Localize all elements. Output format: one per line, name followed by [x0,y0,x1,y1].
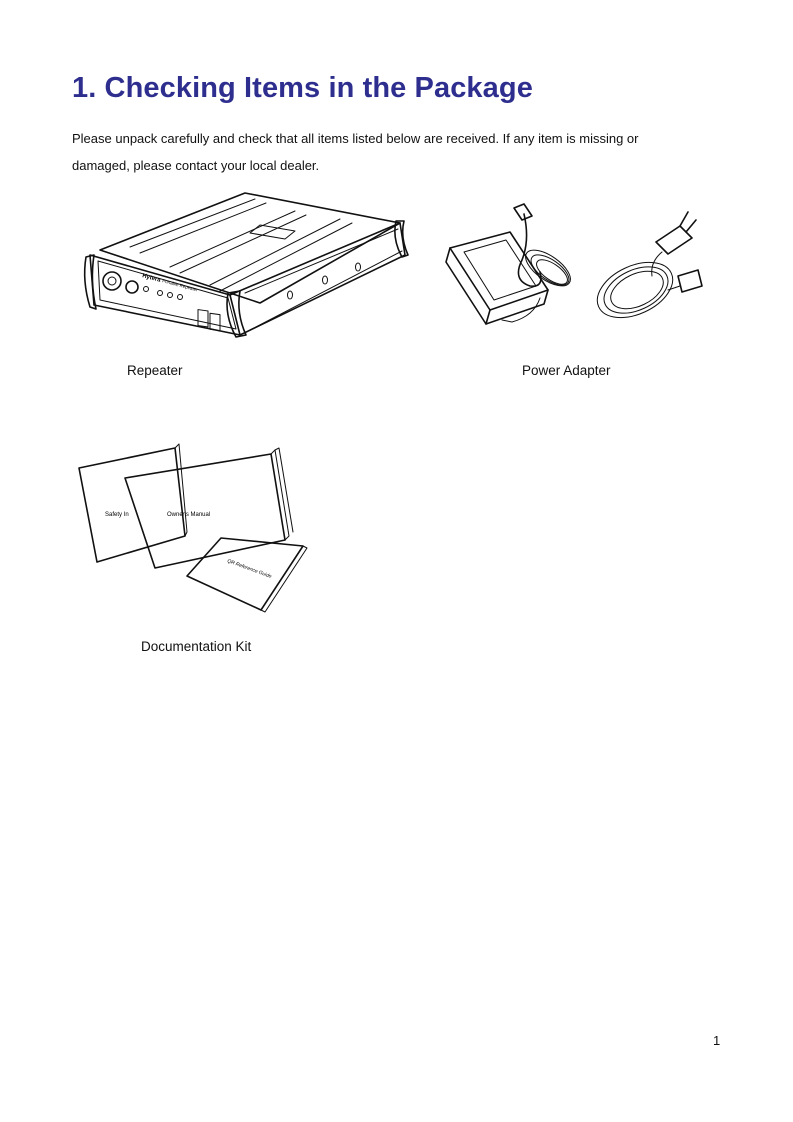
repeater-brand-label: Hytera [141,273,162,284]
repeater-model-label: Portable Repeater [161,278,199,293]
doc-safety-label: Safety In [105,512,129,518]
page-number: 1 [713,1033,721,1048]
page-title: 1. Checking Items in the Package [72,72,533,104]
doc-quick-guide-label: QR Reference Guide [226,558,273,580]
intro-line: Please unpack carefully and check that all items listed below are received. If any item is missing or [72,131,639,146]
intro-line: damaged, please contact your local dealer. [72,158,320,173]
doc-manual-label: Owner's Manual [167,512,211,518]
repeater-caption: Repeater [127,363,183,378]
documentation-kit-caption: Documentation Kit [141,639,252,654]
intro-paragraph [72,125,732,179]
power-adapter-illustration [440,190,710,340]
documentation-kit-illustration [75,440,310,620]
power-adapter-caption: Power Adapter [522,363,611,378]
repeater-illustration [80,185,410,345]
